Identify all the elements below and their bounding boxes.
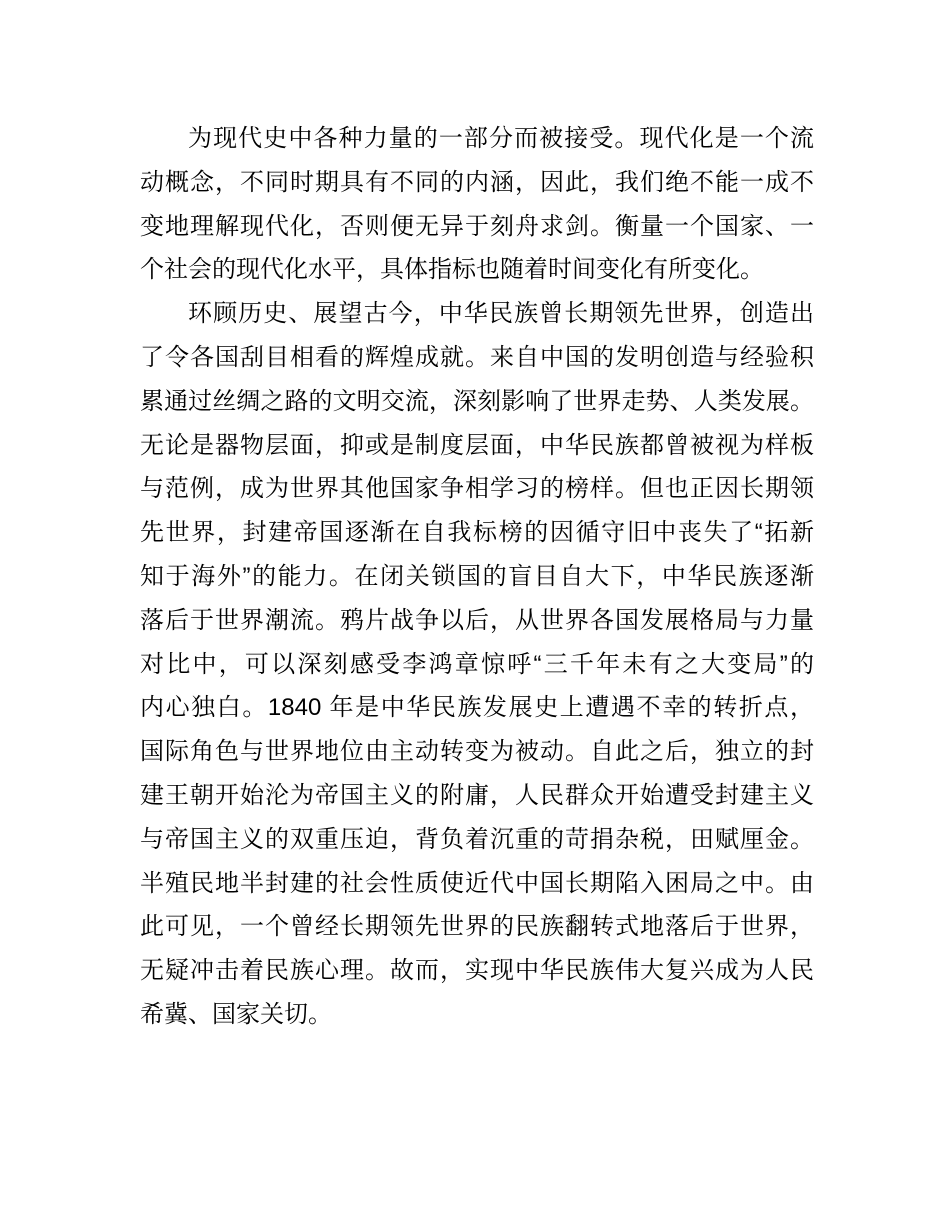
document-body <box>140 117 814 1037</box>
text-line: 建王朝开始沦为帝国主义的附庸，人民群众开始遭受封建主义 <box>140 781 814 809</box>
paragraph <box>140 117 814 292</box>
text-line: 希冀、国家关切。 <box>140 1000 332 1028</box>
text-line: 知于海外”的能力。在闭关锁国的盲目自大下，中华民族逐渐 <box>140 562 814 590</box>
text-line: 对比中，可以深刻感受李鸿章惊呼“三千年未有之大变局”的 <box>140 650 814 678</box>
text-line: 半殖民地半封建的社会性质使近代中国长期陷入困局之中。由 <box>140 869 814 897</box>
text-line: 动概念，不同时期具有不同的内涵，因此，我们绝不能一成不 <box>140 168 814 196</box>
text-line: 环顾历史、展望古今，中华民族曾长期领先世界，创造出 <box>188 300 814 328</box>
text-line: 了令各国刮目相看的辉煌成就。来自中国的发明创造与经验积 <box>140 343 814 371</box>
text-line: 无论是器物层面，抑或是制度层面，中华民族都曾被视为样板 <box>140 431 814 459</box>
text-line: 为现代史中各种力量的一部分而被接受。现代化是一个流 <box>188 125 814 152</box>
text-line: 此可见，一个曾经长期领先世界的民族翻转式地落后于世界， <box>140 913 814 941</box>
text-line: 无疑冲击着民族心理。故而，实现中华民族伟大复兴成为人民 <box>140 957 814 985</box>
paragraph <box>140 292 814 1037</box>
text-line: 落后于世界潮流。鸦片战争以后，从世界各国发展格局与力量 <box>140 606 814 634</box>
text-line: 先世界，封建帝国逐渐在自我标榜的因循守旧中丧失了“拓新 <box>140 519 814 547</box>
text-line: 累通过丝绸之路的文明交流，深刻影响了世界走势、人类发展。 <box>140 387 814 415</box>
text-line: 与帝国主义的双重压迫，背负着沉重的苛捐杂税，田赋厘金。 <box>140 825 814 853</box>
text-line: 与范例，成为世界其他国家争相学习的榜样。但也正因长期领 <box>140 475 814 503</box>
text-line: 内心独白。1840 年是中华民族发展史上遭遇不幸的转折点， <box>140 694 814 722</box>
text-line: 国际角色与世界地位由主动转变为被动。自此之后，独立的封 <box>140 738 814 766</box>
text-line: 个社会的现代化水平，具体指标也随着时间变化有所变化。 <box>140 256 764 284</box>
text-line: 变地理解现代化，否则便无异于刻舟求剑。衡量一个国家、一 <box>140 212 814 240</box>
